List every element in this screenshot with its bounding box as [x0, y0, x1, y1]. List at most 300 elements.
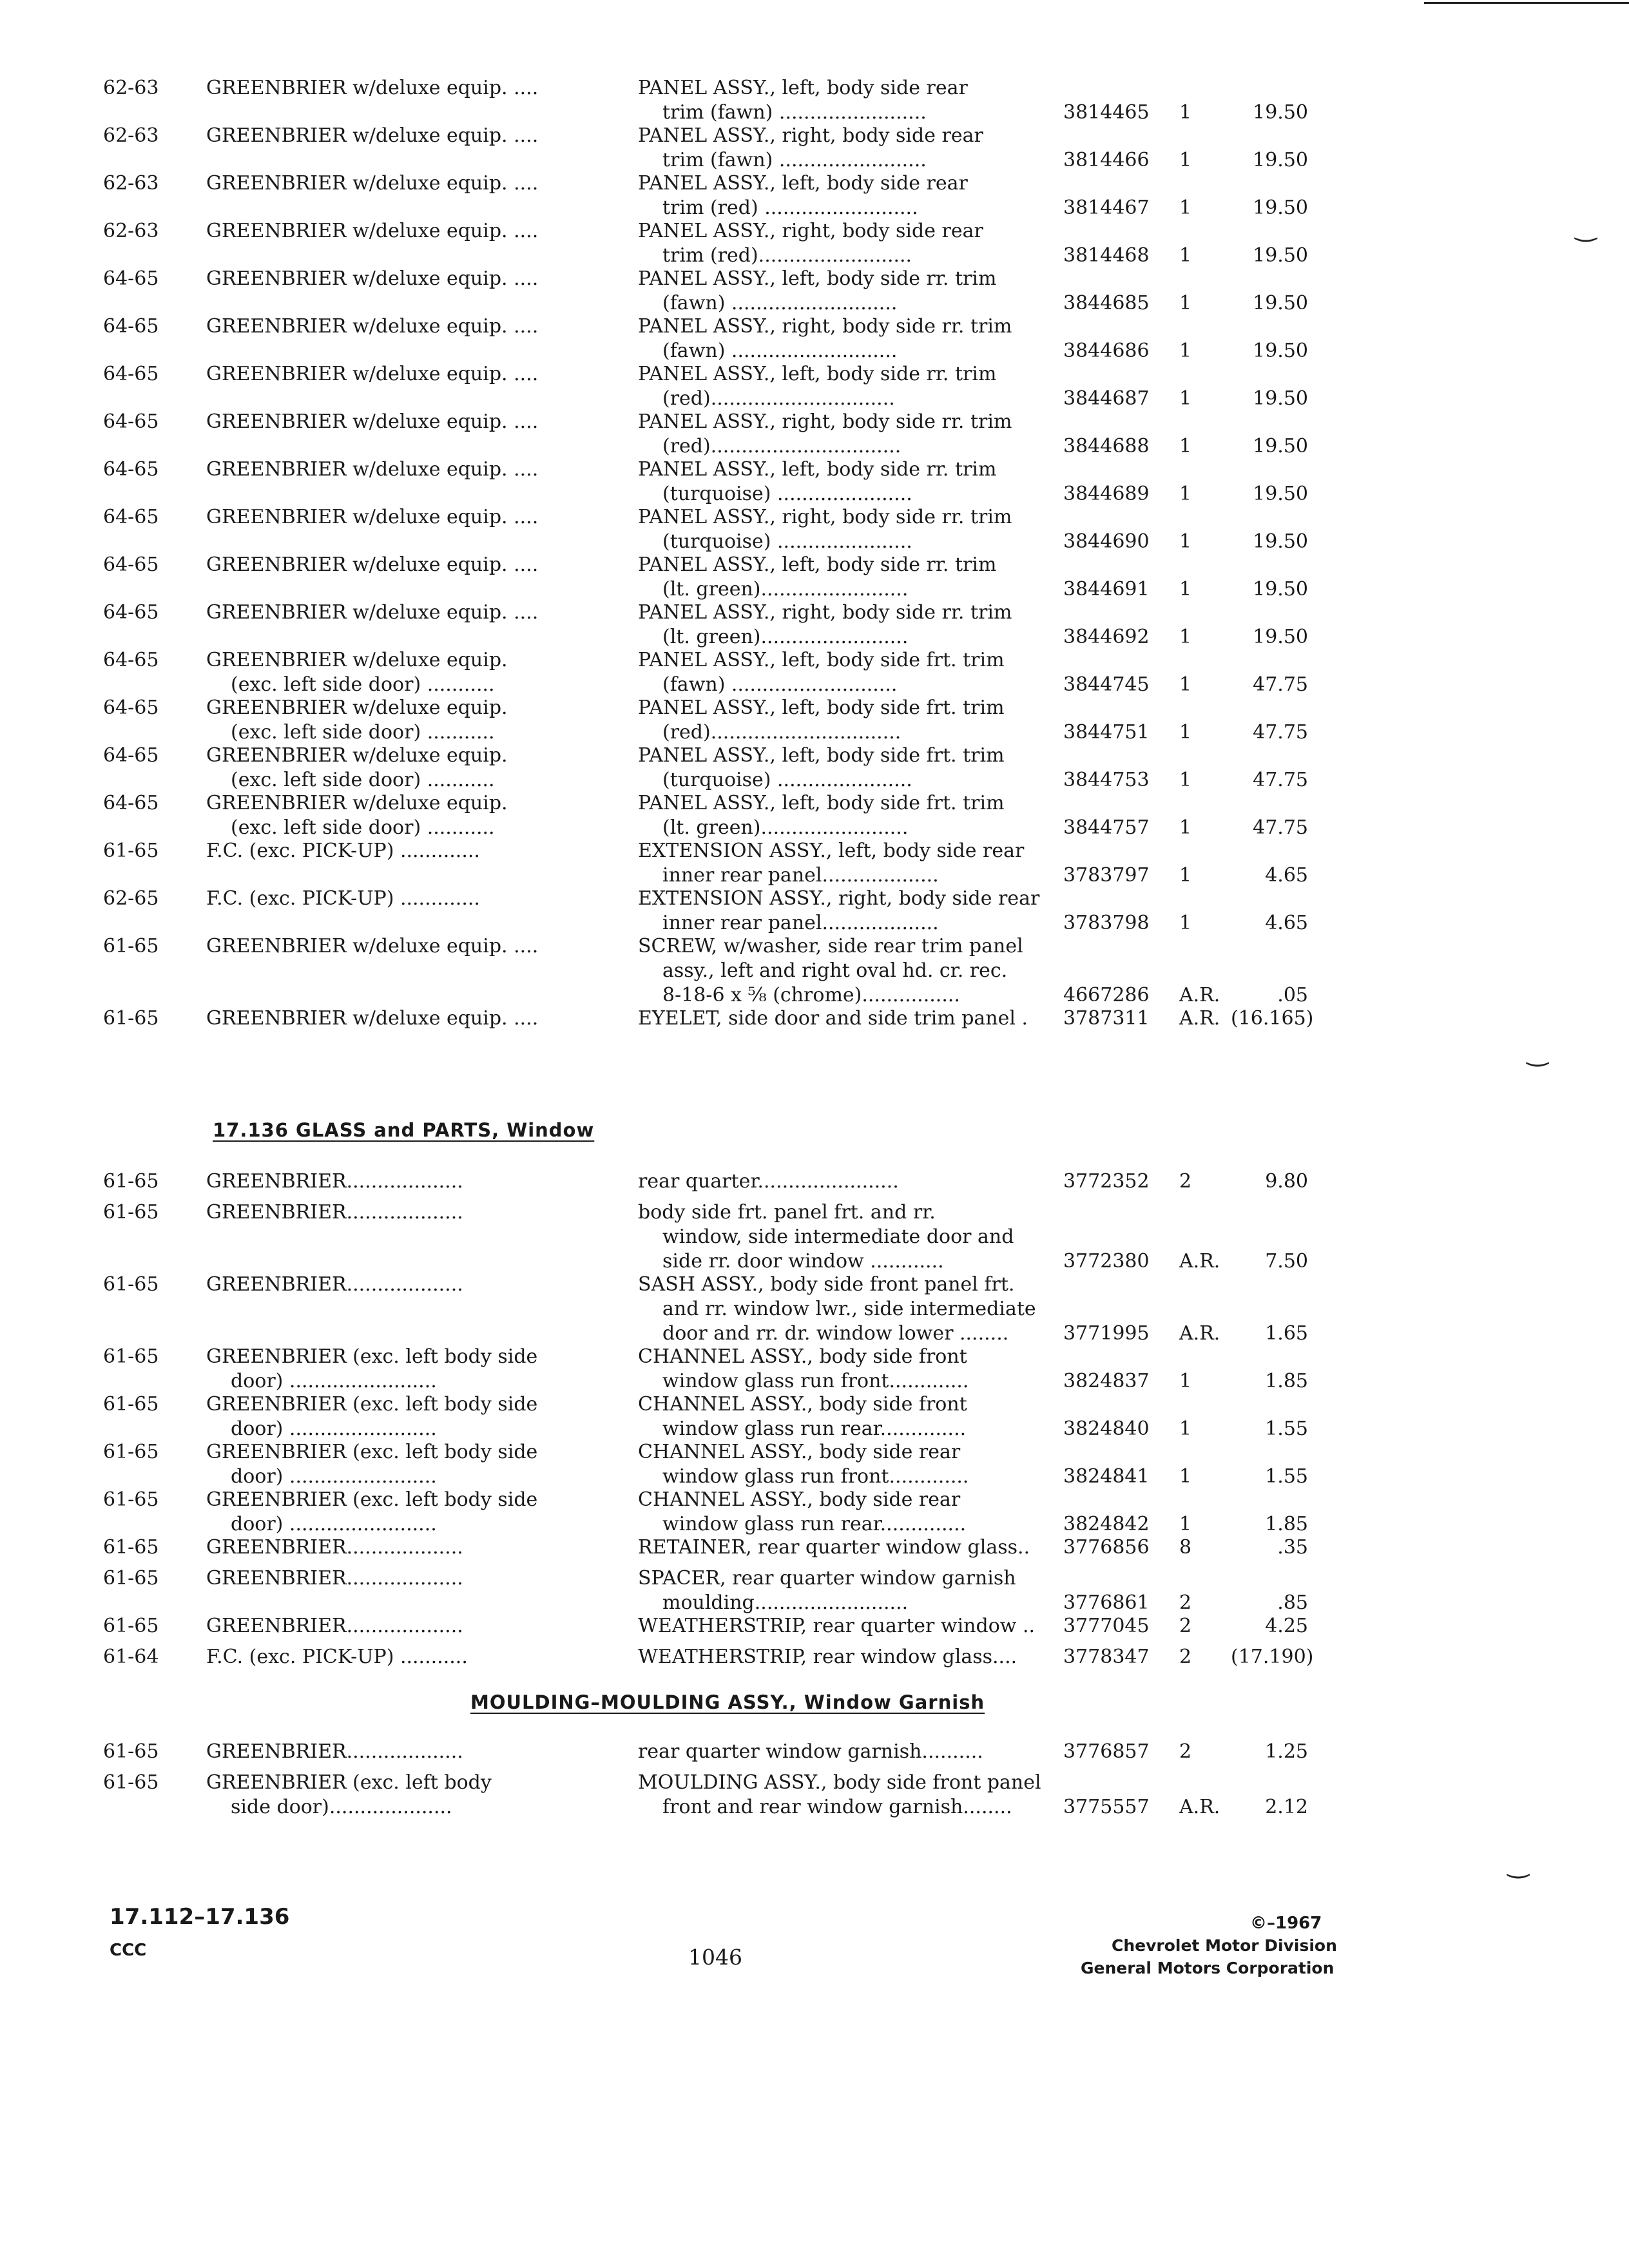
- parts-row: [103, 457, 1315, 506]
- price: .05: [1277, 984, 1308, 1006]
- quantity: 1: [1179, 769, 1192, 791]
- description-line: CHANNEL ASSY., body side front: [638, 1393, 967, 1416]
- quantity: 1: [1179, 340, 1192, 362]
- model-year: 61-65: [103, 1393, 159, 1416]
- price: 19.50: [1253, 387, 1308, 410]
- model-line: GREENBRIER w/deluxe equip. ....: [206, 506, 539, 528]
- model-year: 64-65: [103, 649, 159, 671]
- model-line: door) ........................: [231, 1370, 437, 1392]
- price: 4.65: [1265, 912, 1308, 934]
- trim-rows: [103, 76, 1315, 1031]
- quantity: 1: [1179, 483, 1192, 505]
- description-line: (fawn) ...........................: [662, 340, 898, 362]
- description-line: CHANNEL ASSY., body side front: [638, 1345, 967, 1368]
- moulding-section-heading: MOULDING–MOULDING ASSY., Window Garnish: [470, 1691, 985, 1713]
- model-year: 64-65: [103, 792, 159, 814]
- description-line: MOULDING ASSY., body side front panel: [638, 1771, 1041, 1794]
- model-year: 61-65: [103, 1170, 159, 1193]
- model-year: 62-63: [103, 220, 159, 242]
- model-name: [206, 934, 689, 959]
- model-year: 64-65: [103, 410, 159, 433]
- description-line: SCREW, w/washer, side rear trim panel: [638, 935, 1023, 957]
- price: 19.50: [1253, 626, 1308, 648]
- part-number: 3844757: [1063, 816, 1150, 839]
- model-line: GREENBRIER w/deluxe equip. ....: [206, 601, 539, 624]
- description-line: PANEL ASSY., right, body side rear: [638, 124, 983, 147]
- part-number: 3844688: [1063, 435, 1150, 457]
- model-name: [206, 124, 689, 148]
- description-line: body side frt. panel frt. and rr.: [638, 1201, 936, 1224]
- parts-row: [103, 553, 1315, 602]
- description-line: PANEL ASSY., left, body side rear: [638, 77, 968, 99]
- model-name: [206, 1440, 689, 1489]
- parts-row: [103, 1273, 1315, 1346]
- model-name: [206, 601, 689, 625]
- part-number: 3776856: [1063, 1536, 1150, 1559]
- price: 19.50: [1253, 530, 1308, 553]
- model-year: 64-65: [103, 458, 159, 481]
- quantity: 1: [1179, 435, 1192, 457]
- model-line: F.C. (exc. PICK-UP) .............: [206, 840, 480, 862]
- part-number: 3824842: [1063, 1513, 1150, 1535]
- part-number: 3844690: [1063, 530, 1150, 553]
- model-name: [206, 314, 689, 339]
- parts-row: [103, 1345, 1315, 1394]
- parts-row: [103, 696, 1315, 745]
- description-line: SASH ASSY., body side front panel frt.: [638, 1273, 1015, 1296]
- description-line: WEATHERSTRIP, rear window glass....: [638, 1646, 1017, 1668]
- model-year: 62-63: [103, 124, 159, 147]
- catalog-code: CCC: [110, 1941, 147, 1960]
- part-number: 3776861: [1063, 1591, 1150, 1614]
- part-number: 3783798: [1063, 912, 1150, 934]
- parts-row: [103, 219, 1315, 268]
- model-name: [206, 887, 689, 911]
- description-line: (red)..............................: [662, 387, 895, 410]
- quantity: 1: [1179, 721, 1192, 744]
- part-number: 3844691: [1063, 578, 1150, 601]
- model-name: [206, 839, 689, 863]
- model-line: GREENBRIER...................: [206, 1567, 463, 1590]
- model-name: [206, 1200, 689, 1225]
- model-name: [206, 410, 689, 434]
- part-number: 3814466: [1063, 149, 1150, 171]
- model-name: [206, 553, 689, 577]
- description-line: WEATHERSTRIP, rear quarter window ..: [638, 1615, 1036, 1637]
- model-year: 62-63: [103, 172, 159, 195]
- description-line: inner rear panel...................: [662, 864, 939, 887]
- model-name: [206, 1535, 689, 1560]
- description-line: 8-18-6 x ⅝ (chrome)................: [662, 984, 960, 1006]
- part-number: 3787311: [1063, 1007, 1150, 1030]
- quantity: A.R.: [1179, 1250, 1220, 1273]
- quantity: 1: [1179, 912, 1192, 934]
- model-line: door) ........................: [231, 1465, 437, 1488]
- description-line: PANEL ASSY., left, body side frt. trim: [638, 744, 1005, 767]
- quantity: 2: [1179, 1646, 1192, 1668]
- model-line: F.C. (exc. PICK-UP) .............: [206, 887, 480, 910]
- description-line: PANEL ASSY., right, body side rr. trim: [638, 410, 1012, 433]
- model-name: [206, 1614, 689, 1639]
- description-line: EXTENSION ASSY., right, body side rear: [638, 887, 1040, 910]
- model-name: [206, 267, 689, 291]
- model-name: [206, 505, 689, 530]
- model-line: GREENBRIER (exc. left body side: [206, 1393, 538, 1416]
- model-line: GREENBRIER w/deluxe equip. ....: [206, 267, 539, 290]
- price: 19.50: [1253, 149, 1308, 171]
- model-line: GREENBRIER w/deluxe equip. ....: [206, 458, 539, 481]
- model-line: GREENBRIER (exc. left body side: [206, 1441, 538, 1463]
- part-number: 3814467: [1063, 197, 1150, 219]
- model-line: GREENBRIER w/deluxe equip. ....: [206, 410, 539, 433]
- model-name: [206, 791, 689, 840]
- price: 47.75: [1253, 673, 1308, 696]
- parts-row: [103, 362, 1315, 411]
- part-number: 3844685: [1063, 292, 1150, 314]
- quantity: 1: [1179, 244, 1192, 267]
- quantity: A.R.: [1179, 1007, 1220, 1030]
- model-line: GREENBRIER w/deluxe equip.: [206, 744, 508, 767]
- description-line: (red)...............................: [662, 721, 901, 744]
- description-line: rear quarter.......................: [638, 1170, 899, 1193]
- model-name: [206, 1488, 689, 1537]
- model-name: [206, 1006, 689, 1031]
- model-year: 64-65: [103, 315, 159, 338]
- parts-row: [103, 76, 1315, 125]
- part-number: 3844692: [1063, 626, 1150, 648]
- model-line: GREENBRIER (exc. left body: [206, 1771, 492, 1794]
- model-year: 61-65: [103, 1567, 159, 1590]
- quantity: 1: [1179, 292, 1192, 314]
- model-line: side door)....................: [231, 1796, 452, 1818]
- model-year: 61-65: [103, 1441, 159, 1463]
- description-line: PANEL ASSY., left, body side frt. trim: [638, 649, 1005, 671]
- price: .85: [1277, 1591, 1308, 1614]
- description-line: window glass run rear..............: [662, 1513, 967, 1535]
- price: 19.50: [1253, 101, 1308, 124]
- description-line: inner rear panel...................: [662, 912, 939, 934]
- price: 19.50: [1253, 292, 1308, 314]
- model-line: GREENBRIER...................: [206, 1170, 463, 1193]
- part-number: 3814465: [1063, 101, 1150, 124]
- model-name: [206, 696, 689, 745]
- page-number: 1046: [688, 1945, 742, 1970]
- parts-row: [103, 648, 1315, 697]
- quantity: 1: [1179, 578, 1192, 601]
- parts-row: [103, 171, 1315, 220]
- model-name: [206, 171, 689, 196]
- model-line: door) ........................: [231, 1418, 437, 1440]
- quantity: 1: [1179, 1370, 1192, 1392]
- price: 19.50: [1253, 244, 1308, 267]
- description-line: (lt. green)........................: [662, 626, 909, 648]
- part-number: 4667286: [1063, 984, 1150, 1006]
- model-year: 61-65: [103, 1345, 159, 1368]
- quantity: 1: [1179, 864, 1192, 887]
- description-line: moulding.........................: [662, 1591, 909, 1614]
- model-line: (exc. left side door) ...........: [231, 673, 495, 696]
- description-line: rear quarter window garnish..........: [638, 1740, 983, 1763]
- check-mark: ‿: [1508, 1849, 1529, 1879]
- price: (16.165): [1231, 1007, 1314, 1030]
- price: .35: [1277, 1536, 1308, 1559]
- model-line: GREENBRIER w/deluxe equip. ....: [206, 363, 539, 385]
- model-line: GREENBRIER w/deluxe equip. ....: [206, 553, 539, 576]
- part-number: 3771995: [1063, 1322, 1150, 1345]
- description-line: (turquoise) ......................: [662, 530, 912, 553]
- quantity: A.R.: [1179, 1322, 1220, 1345]
- description-line: EXTENSION ASSY., left, body side rear: [638, 840, 1025, 862]
- model-line: (exc. left side door) ...........: [231, 721, 495, 744]
- model-line: GREENBRIER...................: [206, 1273, 463, 1296]
- model-year: 64-65: [103, 601, 159, 624]
- parts-row: [103, 1535, 1315, 1560]
- parts-row: [103, 1740, 1315, 1764]
- model-line: GREENBRIER w/deluxe equip. ....: [206, 315, 539, 338]
- description-line: trim (fawn) ........................: [662, 149, 927, 171]
- part-number: 3772352: [1063, 1170, 1150, 1193]
- model-year: 61-65: [103, 1488, 159, 1511]
- description-line: PANEL ASSY., left, body side rr. trim: [638, 363, 997, 385]
- quantity: 1: [1179, 673, 1192, 696]
- quantity: 1: [1179, 1465, 1192, 1488]
- model-year: 61-65: [103, 1273, 159, 1296]
- part-number: 3772380: [1063, 1250, 1150, 1273]
- description-line: (lt. green)........................: [662, 816, 909, 839]
- quantity: 8: [1179, 1536, 1192, 1559]
- moulding-parts-list: [103, 1740, 1315, 1818]
- model-year: 64-65: [103, 363, 159, 385]
- quantity: 1: [1179, 1513, 1192, 1535]
- description-line: window glass run front.............: [662, 1465, 969, 1488]
- model-name: [206, 1345, 689, 1394]
- parts-row: [103, 1200, 1315, 1274]
- model-name: [206, 76, 689, 101]
- part-number: 3777045: [1063, 1615, 1150, 1637]
- check-mark: ‿: [1527, 1037, 1548, 1067]
- description-line: (turquoise) ......................: [662, 769, 912, 791]
- quantity: 2: [1179, 1170, 1192, 1193]
- model-line: GREENBRIER w/deluxe equip.: [206, 792, 508, 814]
- part-number: 3844753: [1063, 769, 1150, 791]
- price: 7.50: [1265, 1250, 1308, 1273]
- parts-row: [103, 601, 1315, 649]
- price: 1.25: [1265, 1740, 1308, 1763]
- description-line: side rr. door window ............: [662, 1250, 944, 1273]
- model-name: [206, 1392, 689, 1441]
- model-year: 62-63: [103, 77, 159, 99]
- part-number: 3824841: [1063, 1465, 1150, 1488]
- description-line: SPACER, rear quarter window garnish: [638, 1567, 1016, 1590]
- model-line: GREENBRIER w/deluxe equip. ....: [206, 77, 539, 99]
- model-line: GREENBRIER w/deluxe equip. ....: [206, 124, 539, 147]
- model-line: GREENBRIER (exc. left body side: [206, 1345, 538, 1368]
- description-line: front and rear window garnish........: [662, 1796, 1012, 1818]
- quantity: 2: [1179, 1740, 1192, 1763]
- model-year: 61-65: [103, 840, 159, 862]
- part-number: 3844689: [1063, 483, 1150, 505]
- price: 1.85: [1265, 1513, 1308, 1535]
- scan-edge-line: [1424, 2, 1629, 4]
- price: 19.50: [1253, 340, 1308, 362]
- model-line: F.C. (exc. PICK-UP) ...........: [206, 1646, 468, 1668]
- quantity: 1: [1179, 626, 1192, 648]
- quantity: 1: [1179, 816, 1192, 839]
- part-number: 3824840: [1063, 1418, 1150, 1440]
- parts-row: [103, 744, 1315, 793]
- description-line: (turquoise) ......................: [662, 483, 912, 505]
- model-name: [206, 648, 689, 697]
- part-number: 3844751: [1063, 721, 1150, 744]
- model-year: 64-65: [103, 506, 159, 528]
- description-line: PANEL ASSY., left, body side frt. trim: [638, 697, 1005, 719]
- model-year: 61-65: [103, 1740, 159, 1763]
- description-line: (fawn) ...........................: [662, 292, 898, 314]
- parts-row: [103, 267, 1315, 316]
- price: 1.55: [1265, 1465, 1308, 1488]
- description-line: PANEL ASSY., left, body side frt. trim: [638, 792, 1005, 814]
- model-name: [206, 1169, 689, 1194]
- price: 19.50: [1253, 483, 1308, 505]
- description-line: and rr. window lwr., side intermediate: [662, 1298, 1036, 1320]
- model-line: GREENBRIER w/deluxe equip. ....: [206, 935, 539, 957]
- description-line: PANEL ASSY., left, body side rr. trim: [638, 267, 997, 290]
- model-name: [206, 1771, 689, 1820]
- part-number: 3844687: [1063, 387, 1150, 410]
- parts-row: [103, 1392, 1315, 1441]
- parts-row: [103, 1006, 1315, 1031]
- model-name: [206, 1566, 689, 1591]
- description-line: PANEL ASSY., right, body side rr. trim: [638, 315, 1012, 338]
- quantity: 1: [1179, 1418, 1192, 1440]
- description-line: PANEL ASSY., right, body side rear: [638, 220, 983, 242]
- parts-row: [103, 934, 1315, 1008]
- description-line: (fawn) ...........................: [662, 673, 898, 696]
- model-name: [206, 457, 689, 482]
- description-line: door and rr. dr. window lower ........: [662, 1322, 1009, 1345]
- model-name: [206, 1740, 689, 1764]
- price: 19.50: [1253, 197, 1308, 219]
- part-number: 3814468: [1063, 244, 1150, 267]
- division-name: Chevrolet Motor Division: [1112, 1936, 1337, 1955]
- parts-row: [103, 1771, 1315, 1820]
- model-name: [206, 362, 689, 387]
- price: 1.65: [1265, 1322, 1308, 1345]
- price: 19.50: [1253, 435, 1308, 457]
- description-line: PANEL ASSY., left, body side rear: [638, 172, 968, 195]
- model-year: 64-65: [103, 553, 159, 576]
- price: 1.85: [1265, 1370, 1308, 1392]
- price: (17.190): [1231, 1646, 1314, 1668]
- model-line: GREENBRIER w/deluxe equip. ....: [206, 172, 539, 195]
- quantity: 1: [1179, 101, 1192, 124]
- part-number: 3844745: [1063, 673, 1150, 696]
- parts-row: [103, 124, 1315, 173]
- description-line: trim (red).........................: [662, 244, 912, 267]
- model-name: [206, 1645, 689, 1669]
- price: 47.75: [1253, 721, 1308, 744]
- corporation-name: General Motors Corporation: [1081, 1959, 1335, 1977]
- model-line: GREENBRIER...................: [206, 1536, 463, 1559]
- model-year: 61-65: [103, 935, 159, 957]
- parts-row: [103, 1169, 1315, 1194]
- parts-row: [103, 1566, 1315, 1615]
- model-line: door) ........................: [231, 1513, 437, 1535]
- price: 4.25: [1265, 1615, 1308, 1637]
- price: 19.50: [1253, 578, 1308, 601]
- description-line: CHANNEL ASSY., body side rear: [638, 1488, 961, 1511]
- price: 47.75: [1253, 816, 1308, 839]
- description-line: window, side intermediate door and: [662, 1225, 1014, 1248]
- model-line: GREENBRIER...................: [206, 1740, 463, 1763]
- quantity: 1: [1179, 149, 1192, 171]
- model-year: 61-65: [103, 1007, 159, 1030]
- price: 1.55: [1265, 1418, 1308, 1440]
- part-number: 3783797: [1063, 864, 1150, 887]
- description-line: PANEL ASSY., left, body side rr. trim: [638, 553, 997, 576]
- parts-row: [103, 1440, 1315, 1489]
- check-mark: ‿: [1576, 213, 1597, 242]
- description-line: (lt. green)........................: [662, 578, 909, 601]
- description-line: CHANNEL ASSY., body side rear: [638, 1441, 961, 1463]
- parts-row: [103, 839, 1315, 888]
- description-line: window glass run rear..............: [662, 1418, 967, 1440]
- model-year: 61-65: [103, 1201, 159, 1224]
- description-line: PANEL ASSY., right, body side rr. trim: [638, 506, 1012, 528]
- model-line: GREENBRIER w/deluxe equip. ....: [206, 220, 539, 242]
- description-line: assy., left and right oval hd. cr. rec.: [662, 959, 1008, 982]
- part-number: 3824837: [1063, 1370, 1150, 1392]
- quantity: 1: [1179, 197, 1192, 219]
- model-line: GREENBRIER w/deluxe equip.: [206, 649, 508, 671]
- description-line: PANEL ASSY., left, body side rr. trim: [638, 458, 997, 481]
- glass-section-heading: 17.136 GLASS and PARTS, Window: [213, 1119, 595, 1141]
- glass-parts-list: [103, 1169, 1315, 1676]
- model-line: (exc. left side door) ...........: [231, 769, 495, 791]
- part-number: 3776857: [1063, 1740, 1150, 1763]
- model-line: (exc. left side door) ...........: [231, 816, 495, 839]
- parts-row: [103, 1614, 1315, 1639]
- part-number: 3844686: [1063, 340, 1150, 362]
- description-line: trim (fawn) ........................: [662, 101, 927, 124]
- parts-row: [103, 1488, 1315, 1537]
- glass-rows: [103, 1169, 1315, 1669]
- quantity: A.R.: [1179, 984, 1220, 1006]
- model-line: GREENBRIER w/deluxe equip. ....: [206, 1007, 539, 1030]
- parts-row: [103, 887, 1315, 936]
- description-line: RETAINER, rear quarter window glass..: [638, 1536, 1030, 1559]
- quantity: A.R.: [1179, 1796, 1220, 1818]
- trim-panel-list: [103, 76, 1315, 1037]
- price: 2.12: [1265, 1796, 1308, 1818]
- model-name: [206, 1273, 689, 1297]
- parts-row: [103, 1645, 1315, 1669]
- model-year: 64-65: [103, 744, 159, 767]
- parts-row: [103, 314, 1315, 363]
- moulding-rows: [103, 1740, 1315, 1820]
- copyright: ©–1967: [1250, 1914, 1322, 1933]
- model-line: GREENBRIER (exc. left body side: [206, 1488, 538, 1511]
- description-line: EYELET, side door and side trim panel .: [638, 1007, 1028, 1030]
- parts-row: [103, 505, 1315, 554]
- price: 9.80: [1265, 1170, 1308, 1193]
- model-line: GREENBRIER...................: [206, 1201, 463, 1224]
- quantity: 1: [1179, 530, 1192, 553]
- model-line: GREENBRIER w/deluxe equip.: [206, 697, 508, 719]
- parts-row: [103, 791, 1315, 840]
- model-year: 64-65: [103, 267, 159, 290]
- description-line: (red)...............................: [662, 435, 901, 457]
